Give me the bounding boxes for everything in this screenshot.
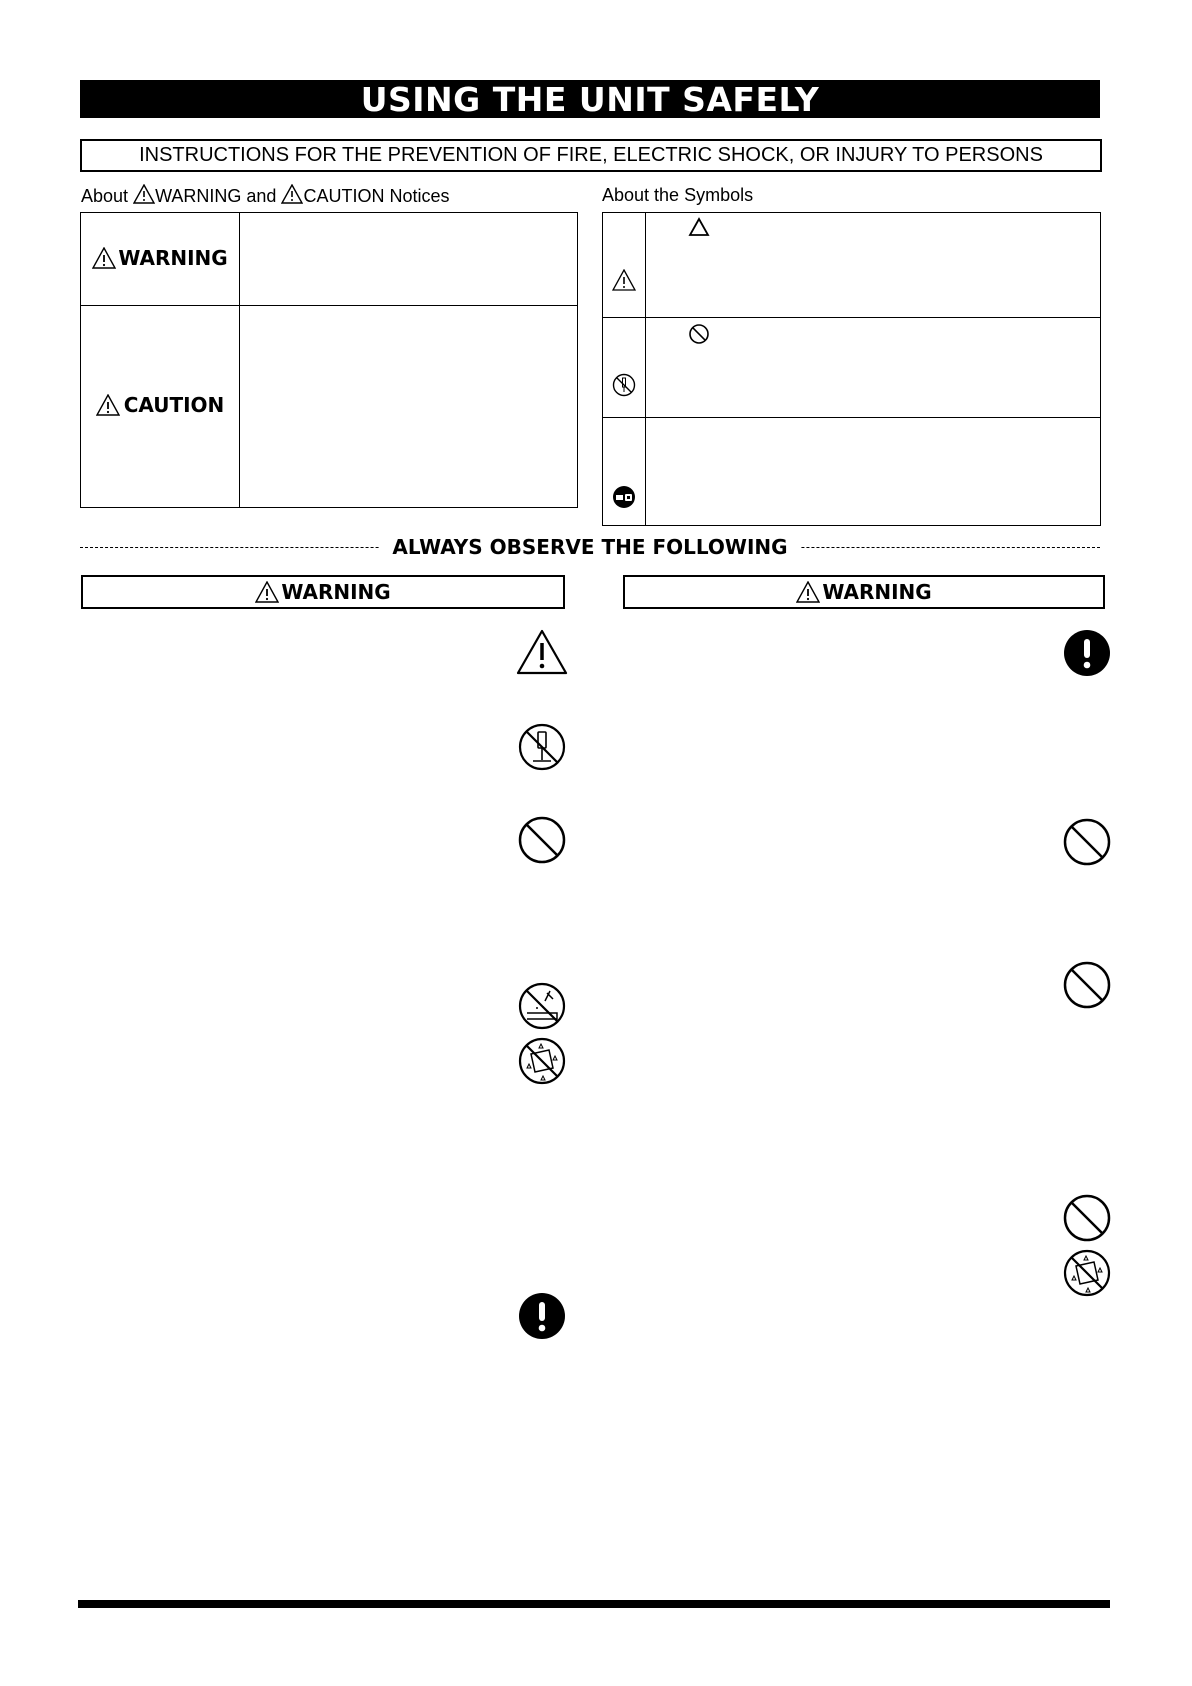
page-title: USING THE UNIT SAFELY: [80, 80, 1100, 118]
prohibited-icon: [1062, 817, 1112, 867]
notices-about: About: [81, 186, 129, 206]
left-warning-box: [81, 575, 565, 609]
observe-heading: ALWAYS OBSERVE THE FOLLOWING: [380, 533, 800, 561]
caution-triangle-icon: [281, 184, 303, 204]
warning-triangle-icon: [92, 247, 116, 269]
notices-table: [80, 212, 578, 508]
caution-triangle-icon: [603, 269, 645, 291]
no-disassemble-icon: [517, 722, 567, 772]
instructions-banner: INSTRUCTIONS FOR THE PREVENTION OF FIRE, ELECTRIC SHOCK, OR INJURY TO PERSONS: [80, 139, 1102, 172]
warning-label-cell: [81, 213, 240, 306]
caution-triangle-icon: [96, 394, 120, 416]
notices-notices: Notices: [389, 186, 450, 206]
no-disassemble-icon: [603, 373, 645, 397]
warning-triangle-icon: [255, 581, 279, 603]
caution-label-cell: [81, 306, 240, 508]
symbol-desc-caution: [646, 213, 1101, 318]
right-warning-label: WARNING: [822, 580, 932, 604]
mandatory-icon: [1063, 629, 1111, 677]
symbol-cell-caution: [603, 213, 646, 318]
notices-and: and: [246, 186, 277, 206]
notices-heading: [81, 184, 450, 207]
caution-label: CAUTION: [123, 393, 225, 417]
footer-rule: [78, 1600, 1110, 1608]
caution-triangle-icon: [516, 629, 568, 675]
symbols-heading: About the Symbols: [602, 185, 754, 205]
prohibited-icon: [1062, 1193, 1112, 1243]
notices-warning-word: WARNING: [155, 186, 242, 206]
warning-description-cell: [240, 213, 578, 306]
no-water-icon: [517, 981, 567, 1031]
no-liquid-icon: [1062, 1248, 1112, 1298]
prohibited-icon: [517, 815, 567, 865]
right-warning-box: [623, 575, 1105, 609]
caution-description-cell: [240, 306, 578, 508]
symbols-table: [602, 212, 1101, 526]
small-triangle-icon: [688, 217, 1100, 237]
symbol-cell-mandatory: [603, 418, 646, 526]
symbol-desc-prohibited: [646, 318, 1101, 418]
mandatory-icon: [518, 1292, 566, 1340]
unplug-icon: [603, 485, 645, 509]
warning-triangle-icon: [133, 184, 155, 204]
no-liquid-icon: [517, 1036, 567, 1086]
symbol-desc-mandatory: [646, 418, 1101, 526]
left-warning-label: WARNING: [281, 580, 391, 604]
warning-label: WARNING: [118, 245, 228, 270]
symbol-cell-prohibited: [603, 318, 646, 418]
prohibited-icon: [1062, 960, 1112, 1010]
warning-triangle-icon: [796, 581, 820, 603]
notices-caution-word: CAUTION: [303, 186, 385, 206]
small-prohibited-icon: [688, 323, 1100, 345]
